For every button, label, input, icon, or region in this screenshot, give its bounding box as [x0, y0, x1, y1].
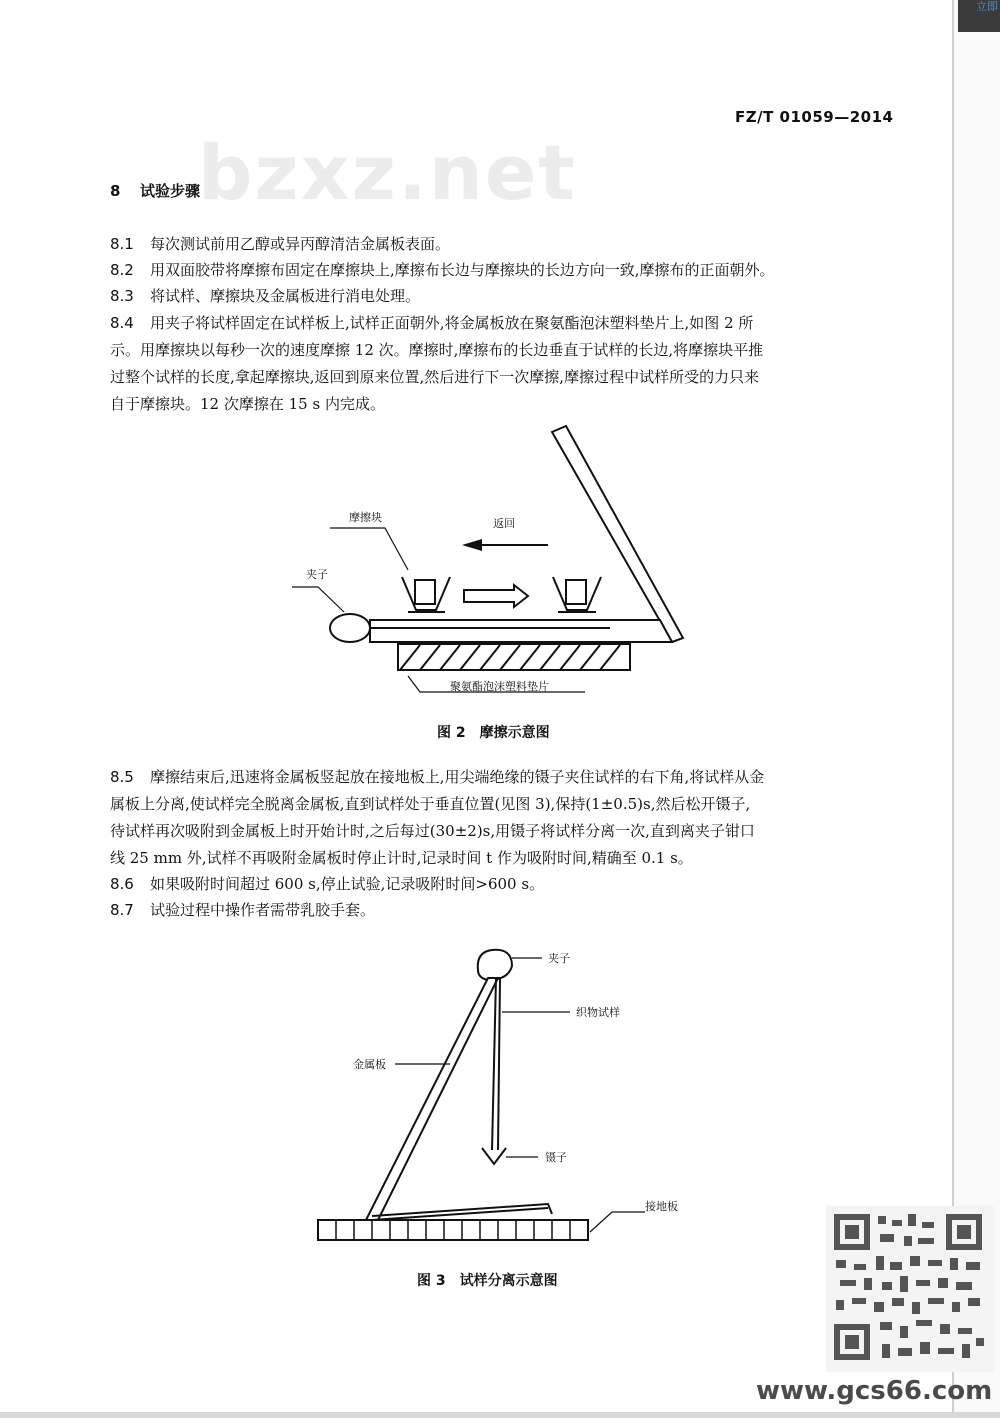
para-8-5-line-2: 属板上分离,使试样完全脱离金属板,直到试样处于垂直位置(见图 3),保持(1±0.5)s,然后松开镊子, [110, 795, 751, 813]
para-8-4-line-2: 示。用摩擦块以每秒一次的速度摩擦 12 次。摩擦时,摩擦布的长边垂直于试样的长边,将摩擦块平推 [110, 341, 764, 359]
para-number: 8.1 [110, 235, 134, 253]
qr-code [826, 1206, 994, 1372]
site-url: www.gcs66.com [756, 1376, 993, 1406]
para-number: 8.3 [110, 287, 134, 305]
watermark: bzxz.net [198, 128, 577, 217]
para-number: 8.2 [110, 261, 134, 279]
label-clip: 夹子 [306, 568, 328, 581]
para-text-line: 摩擦结束后,迅速将金属板竖起放在接地板上,用尖端绝缘的镊子夹住试样的右下角,将试样从金 [150, 768, 765, 786]
para-text: 试验过程中操作者需带乳胶手套。 [150, 901, 376, 919]
para-number: 8.5 [110, 768, 134, 786]
para-text: 用双面胶带将摩擦布固定在摩擦块上,摩擦布长边与摩擦块的长边方向一致,摩擦布的正面朝外。 [150, 261, 775, 279]
section-number: 8 [110, 182, 121, 200]
fabric-sample [492, 978, 500, 1150]
metal-plate [366, 978, 498, 1220]
para-text: 将试样、摩擦块及金属板进行消电处理。 [150, 287, 421, 305]
figure-2-caption: 图 2 摩擦示意图 [437, 725, 550, 741]
para-text: 每次测试前用乙醇或异丙醇清洁金属板表面。 [150, 235, 451, 253]
corner-link[interactable]: 立即 [976, 0, 998, 13]
label-rub-block: 摩擦块 [349, 511, 382, 524]
para-number: 8.4 [110, 314, 134, 332]
clip-shape-fig3 [478, 950, 512, 980]
para-number: 8.7 [110, 901, 134, 919]
standard-code: FZ/T 01059—2014 [735, 108, 894, 126]
label-metal-plate: 金属板 [353, 1058, 386, 1071]
para-text-line: 用夹子将试样固定在试样板上,试样正面朝外,将金属板放在聚氨酯泡沫塑料垫片上,如图 2 所 [150, 314, 754, 332]
para-8-4-line-3: 过整个试样的长度,拿起摩擦块,返回到原来位置,然后进行下一次摩擦,摩擦过程中试样所受的力只来 [110, 368, 760, 386]
para-8-5-line-3: 待试样再次吸附到金属板上时开始计时,之后每过(30±2)s,用镊子将试样分离一次,直到离夹子钳口 [110, 822, 755, 840]
para-8-5-line-4: 线 25 mm 外,试样不再吸附金属板时停止计时,记录时间 t 作为吸附时间,精确至 0.1 s。 [110, 849, 693, 867]
label-return: 返回 [493, 517, 515, 530]
para-text: 如果吸附时间超过 600 s,停止试验,记录吸附时间>600 s。 [150, 875, 545, 893]
label-foam-pad: 聚氨酯泡沫塑料垫片 [450, 680, 549, 693]
label-clip-fig3: 夹子 [548, 952, 570, 965]
para-8-4-line-4: 自于摩擦块。12 次摩擦在 15 s 内完成。 [110, 395, 385, 413]
label-ground-plate: 接地板 [645, 1200, 678, 1213]
label-tweezers: 镊子 [545, 1151, 567, 1164]
label-fabric-sample: 织物试样 [576, 1006, 620, 1019]
para-number: 8.6 [110, 875, 134, 893]
section-title: 试验步骤 [140, 182, 201, 200]
ground-plate [318, 1220, 588, 1240]
tweezers-arrow [482, 1148, 506, 1164]
leader-ground-plate [590, 1212, 645, 1232]
figure-3-caption: 图 3 试样分离示意图 [417, 1273, 558, 1289]
